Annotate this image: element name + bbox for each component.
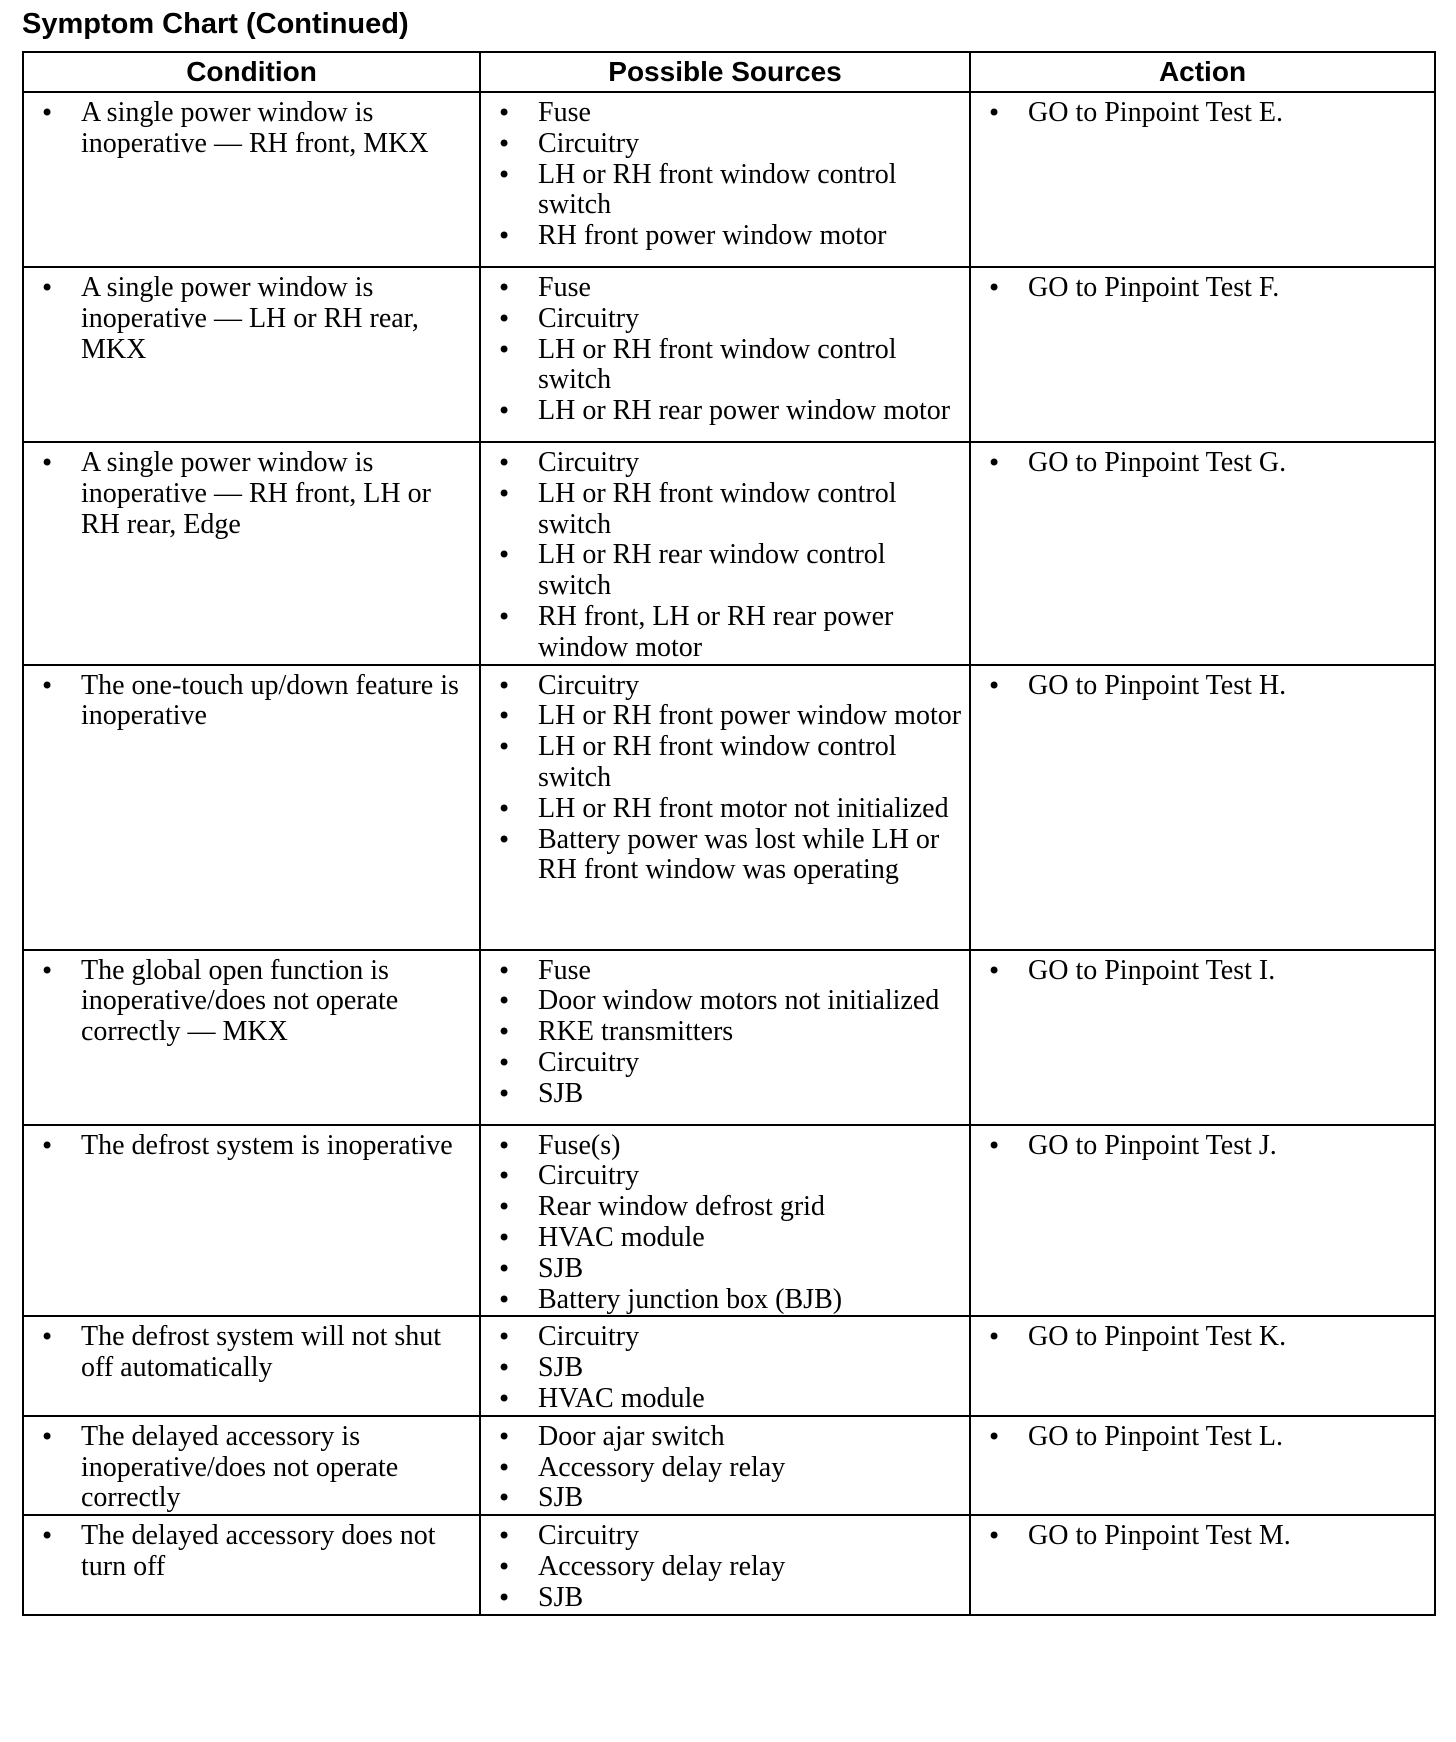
action-cell [970, 92, 1435, 267]
possible-sources-cell [480, 950, 970, 1125]
column-header-condition: Condition [23, 52, 480, 92]
condition-list [36, 1521, 473, 1583]
possible-source-item: • LH or RH front window control switch [493, 732, 963, 794]
possible-source-item: • Battery junction box (BJB) [493, 1285, 963, 1316]
possible-source-item: • Circuitry [493, 671, 963, 702]
action-list [983, 1422, 1428, 1453]
possible-source-item: • Door window motors not initialized [493, 986, 963, 1017]
possible-sources-list [493, 1131, 963, 1316]
action-text: • GO to Pinpoint Test H. [983, 671, 1428, 702]
condition-text: • The one-touch up/down feature is inoperative [36, 671, 473, 733]
possible-source-item: • RKE transmitters [493, 1017, 963, 1048]
possible-source-item: • LH or RH front window control switch [493, 160, 963, 222]
action-text: • GO to Pinpoint Test F. [983, 273, 1428, 304]
possible-source-item: • Fuse [493, 956, 963, 987]
possible-sources-cell [480, 1515, 970, 1614]
action-list [983, 1521, 1428, 1552]
condition-cell [23, 92, 480, 267]
possible-source-item: • Fuse [493, 98, 963, 129]
possible-source-item: • Rear window defrost grid [493, 1192, 963, 1223]
table-row [23, 267, 1435, 442]
action-text: • GO to Pinpoint Test L. [983, 1422, 1428, 1453]
condition-text: • A single power window is inoperative — LH or RH rear, MKX [36, 273, 473, 365]
possible-source-item: • HVAC module [493, 1223, 963, 1254]
possible-sources-list [493, 448, 963, 664]
possible-source-item: • Circuitry [493, 129, 963, 160]
table-row [23, 92, 1435, 267]
action-text: • GO to Pinpoint Test J. [983, 1131, 1428, 1162]
condition-list [36, 1322, 473, 1384]
action-cell [970, 267, 1435, 442]
condition-list [36, 98, 473, 160]
table-row [23, 665, 1435, 950]
action-text: • GO to Pinpoint Test I. [983, 956, 1428, 987]
action-cell [970, 442, 1435, 665]
condition-text: • The defrost system will not shut off automatically [36, 1322, 473, 1384]
possible-source-item: • Fuse(s) [493, 1131, 963, 1162]
condition-cell [23, 442, 480, 665]
possible-source-item: • RH front, LH or RH rear power window motor [493, 602, 963, 664]
action-cell [970, 1125, 1435, 1317]
condition-list [36, 1422, 473, 1514]
condition-cell [23, 1316, 480, 1415]
table-row [23, 1316, 1435, 1415]
action-list [983, 1131, 1428, 1162]
condition-text: • The delayed accessory is inoperative/does not operate correctly [36, 1422, 473, 1514]
table-row [23, 1515, 1435, 1614]
table-body [23, 92, 1435, 1615]
possible-source-item: • Circuitry [493, 1521, 963, 1552]
action-list [983, 273, 1428, 304]
possible-source-item: • SJB [493, 1254, 963, 1285]
possible-source-item: • LH or RH front window control switch [493, 479, 963, 541]
possible-source-item: • SJB [493, 1583, 963, 1614]
condition-text: • The global open function is inoperative/does not operate correctly — MKX [36, 956, 473, 1048]
possible-sources-cell [480, 92, 970, 267]
possible-source-item: • Circuitry [493, 1161, 963, 1192]
action-list [983, 671, 1428, 702]
action-list [983, 448, 1428, 479]
possible-sources-cell [480, 442, 970, 665]
possible-source-item: • SJB [493, 1353, 963, 1384]
page-title: Symptom Chart (Continued) [22, 8, 409, 40]
action-list [983, 956, 1428, 987]
possible-sources-list [493, 1422, 963, 1514]
possible-source-item: • Circuitry [493, 1322, 963, 1353]
possible-source-item: • Fuse [493, 273, 963, 304]
action-text: • GO to Pinpoint Test K. [983, 1322, 1428, 1353]
condition-list [36, 956, 473, 1048]
condition-text: • The delayed accessory does not turn off [36, 1521, 473, 1583]
possible-source-item: • HVAC module [493, 1384, 963, 1415]
possible-source-item: • Door ajar switch [493, 1422, 963, 1453]
table-row [23, 1416, 1435, 1515]
table-header-row [23, 52, 1435, 92]
possible-sources-list [493, 956, 963, 1110]
condition-cell [23, 1515, 480, 1614]
possible-source-item: • Circuitry [493, 448, 963, 479]
condition-text: • A single power window is inoperative — RH front, MKX [36, 98, 473, 160]
possible-source-item: • SJB [493, 1483, 963, 1514]
possible-sources-list [493, 671, 963, 887]
symptom-table [22, 51, 1436, 1616]
condition-list [36, 671, 473, 733]
column-header-action: Action [970, 52, 1435, 92]
possible-source-item: • Battery power was lost while LH or RH front window was operating [493, 825, 963, 887]
action-list [983, 1322, 1428, 1353]
possible-source-item: • Circuitry [493, 1048, 963, 1079]
condition-cell [23, 950, 480, 1125]
action-cell [970, 665, 1435, 950]
possible-sources-cell [480, 665, 970, 950]
action-cell [970, 1316, 1435, 1415]
action-text: • GO to Pinpoint Test M. [983, 1521, 1428, 1552]
action-text: • GO to Pinpoint Test E. [983, 98, 1428, 129]
possible-sources-list [493, 1322, 963, 1414]
possible-source-item: • LH or RH rear power window motor [493, 396, 963, 427]
table-row [23, 1125, 1435, 1317]
action-cell [970, 1416, 1435, 1515]
possible-source-item: • LH or RH front power window motor [493, 701, 963, 732]
condition-cell [23, 1125, 480, 1317]
possible-source-item: • LH or RH front window control switch [493, 335, 963, 397]
condition-text: • A single power window is inoperative — RH front, LH or RH rear, Edge [36, 448, 473, 540]
column-header-possible-sources: Possible Sources [480, 52, 970, 92]
possible-sources-list [493, 1521, 963, 1613]
possible-source-item: • Accessory delay relay [493, 1552, 963, 1583]
action-text: • GO to Pinpoint Test G. [983, 448, 1428, 479]
action-cell [970, 950, 1435, 1125]
possible-source-item: • SJB [493, 1079, 963, 1110]
condition-list [36, 273, 473, 365]
condition-cell [23, 665, 480, 950]
possible-sources-cell [480, 1416, 970, 1515]
table-row [23, 950, 1435, 1125]
condition-list [36, 1131, 473, 1162]
possible-source-item: • LH or RH front motor not initialized [493, 794, 963, 825]
condition-text: • The defrost system is inoperative [36, 1131, 473, 1162]
action-list [983, 98, 1428, 129]
possible-source-item: • RH front power window motor [493, 221, 963, 252]
condition-cell [23, 267, 480, 442]
possible-sources-list [493, 273, 963, 427]
action-cell [970, 1515, 1435, 1614]
possible-source-item: • Accessory delay relay [493, 1453, 963, 1484]
possible-source-item: • LH or RH rear window control switch [493, 540, 963, 602]
possible-sources-cell [480, 267, 970, 442]
possible-sources-cell [480, 1125, 970, 1317]
condition-cell [23, 1416, 480, 1515]
condition-list [36, 448, 473, 540]
possible-sources-cell [480, 1316, 970, 1415]
table-row [23, 442, 1435, 665]
possible-source-item: • Circuitry [493, 304, 963, 335]
possible-sources-list [493, 98, 963, 252]
